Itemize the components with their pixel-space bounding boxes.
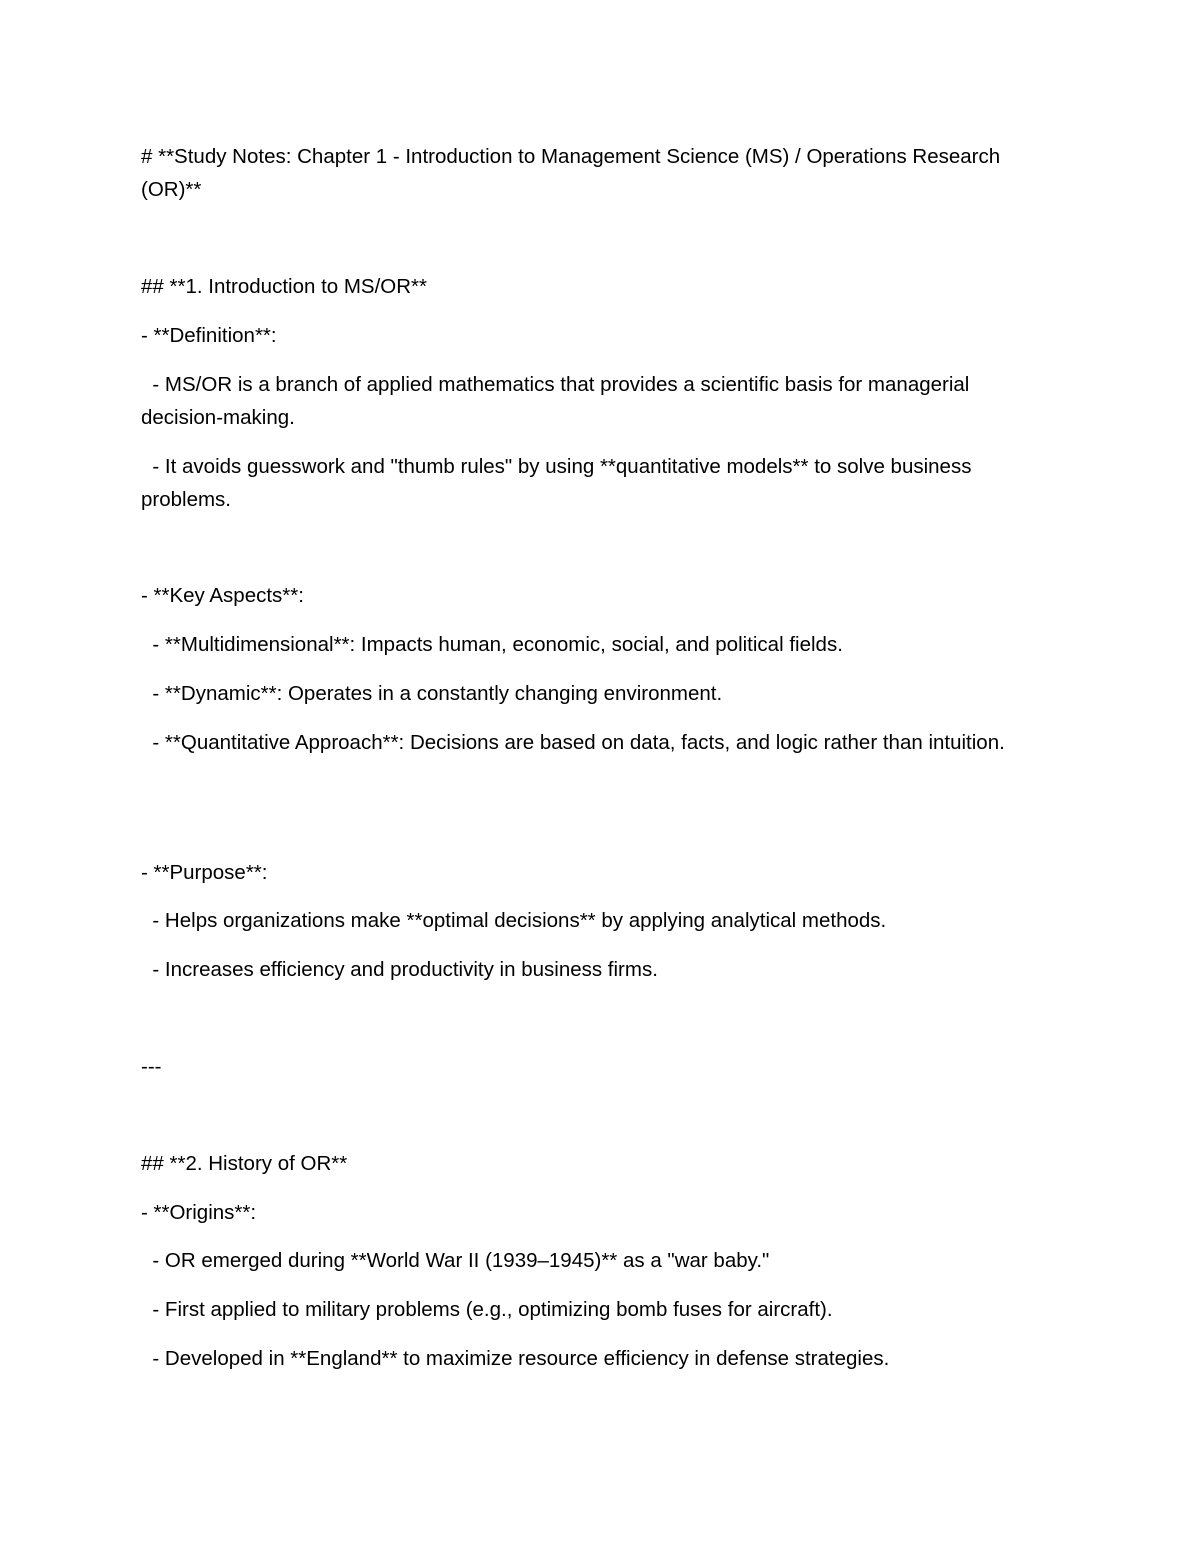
- origins-label: - **Origins**:: [141, 1201, 257, 1224]
- document-title: # **Study Notes: Chapter 1 - Introduction to Management Science (MS) / Operations Research (OR)**: [141, 145, 1006, 201]
- key-aspect-item: - **Quantitative Approach**: Decisions are based on data, facts, and logic rather than intuition.: [141, 731, 1005, 754]
- origins-item: - First applied to military problems (e.g., optimizing bomb fuses for aircraft).: [141, 1298, 833, 1321]
- origins-item: - Developed in **England** to maximize resource efficiency in defense strategies.: [141, 1347, 890, 1370]
- purpose-item: - Helps organizations make **optimal decisions** by applying analytical methods.: [141, 909, 887, 932]
- key-aspects-label: - **Key Aspects**:: [141, 584, 304, 607]
- purpose-item: - Increases efficiency and productivity in business firms.: [141, 958, 658, 981]
- section-1-heading: ## **1. Introduction to MS/OR**: [141, 275, 428, 298]
- key-aspect-item: - **Multidimensional**: Impacts human, economic, social, and political fields.: [141, 633, 843, 656]
- definition-item: - MS/OR is a branch of applied mathematics that provides a scientific basis for managerial decision-making.: [141, 373, 976, 429]
- key-aspect-item: - **Dynamic**: Operates in a constantly changing environment.: [141, 682, 723, 705]
- origins-item: - OR emerged during **World War II (1939–1945)** as a "war baby.": [141, 1249, 770, 1272]
- definition-item: - It avoids guesswork and "thumb rules" by using **quantitative models** to solve business problems.: [141, 455, 978, 511]
- section-divider: ---: [141, 1055, 162, 1078]
- purpose-label: - **Purpose**:: [141, 861, 268, 884]
- definition-label: - **Definition**:: [141, 324, 277, 347]
- section-2-heading: ## **2. History of OR**: [141, 1152, 348, 1175]
